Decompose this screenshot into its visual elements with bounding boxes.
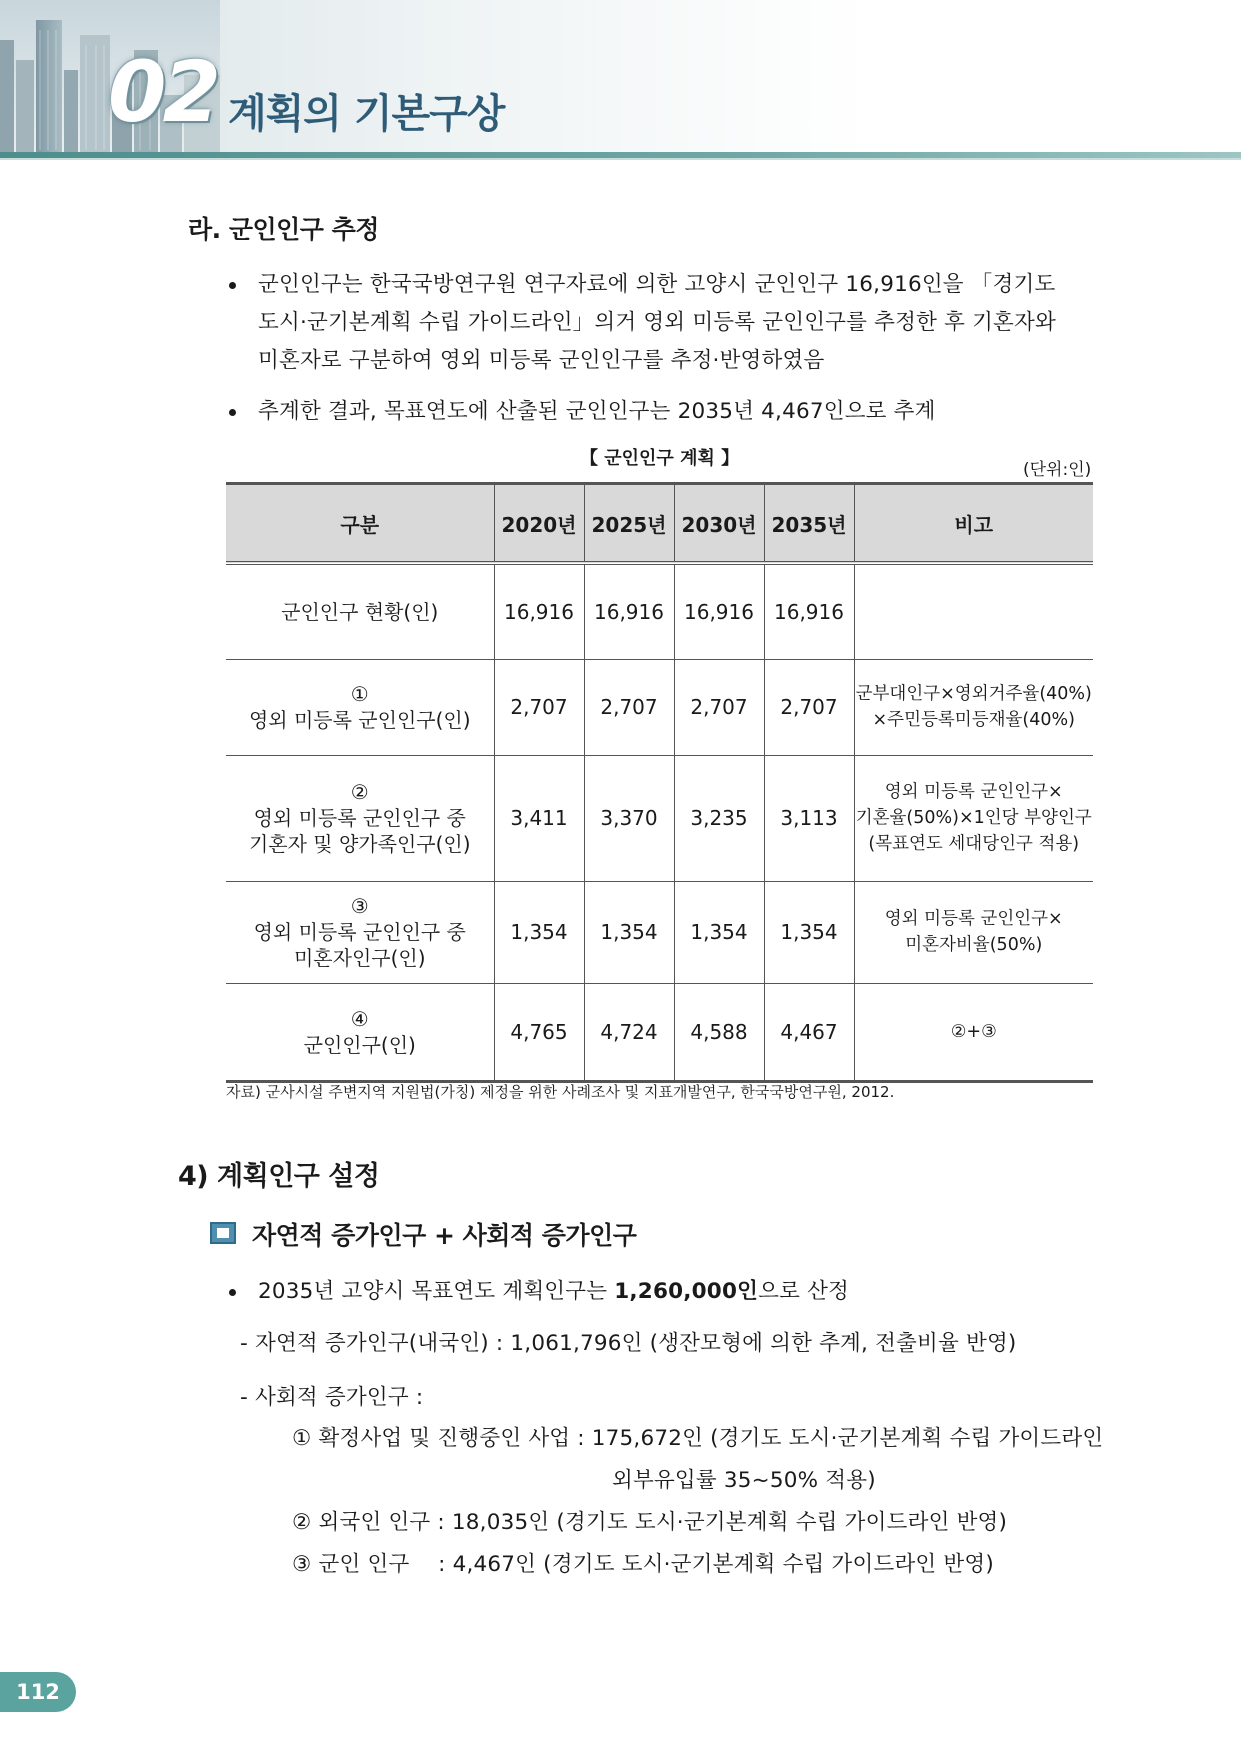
subsection-heading: 자연적 증가인구 + 사회적 증가인구 [252, 1221, 637, 1250]
row-marker: ① [350, 682, 369, 706]
column-header: 비고 [854, 484, 1093, 564]
bullet-dot [229, 409, 236, 416]
bullet-text: 으로 산정 [758, 1279, 850, 1304]
note-line: 군부대인구×영외거주율(40%) [855, 684, 1092, 704]
cell-value: 3,113 [764, 755, 854, 881]
row-label [226, 755, 494, 881]
dash-item-social: - 사회적 증가인구 : [240, 1385, 424, 1410]
row-label [226, 983, 494, 1081]
note-line: 미혼자비율(50%) [905, 935, 1043, 955]
row-label-line: 영외 미등록 군인인구 중 [253, 806, 466, 830]
bullet-text: 2035년 고양시 목표연도 계획인구는 [258, 1279, 615, 1304]
bullet-line: 미혼자로 구분하여 영외 미등록 군인인구를 추정·반영하였음 [258, 348, 825, 373]
cell-value: 2,707 [674, 659, 764, 755]
cell-note [854, 755, 1093, 881]
row-label-line: 군인인구(인) [303, 1032, 416, 1057]
note-line: 기혼율(50%)×1인당 부양인구 [855, 808, 1092, 828]
cell-value: 1,354 [494, 881, 584, 983]
row-label [226, 659, 494, 755]
row-label-line: 영외 미등록 군인인구(인) [248, 708, 471, 732]
table-caption: 【 군인인구 계획 】 [580, 448, 740, 469]
cell-value: 16,916 [584, 563, 674, 659]
table-row [226, 755, 1093, 881]
note-line: 영외 미등록 군인인구× [884, 782, 1063, 802]
page-number: 112 [0, 1672, 76, 1712]
table-header-row [226, 484, 1093, 564]
page-header [0, 0, 1241, 160]
row-label-line: 미혼자인구(인) [293, 946, 426, 970]
cell-value: 4,588 [674, 983, 764, 1081]
cell-value: 4,724 [584, 983, 674, 1081]
social-item-1-cont: 외부유입률 35~50% 적용) [612, 1468, 876, 1493]
bullet-line: 군인인구는 한국국방연구원 연구자료에 의한 고양시 군인인구 16,916인을 「경기도 [258, 272, 1056, 297]
bullet-line: 도시·군기본계획 수립 가이드라인」의거 영외 미등록 군인인구를 추정한 후 기혼자와 [258, 310, 1056, 335]
target-population-value: 1,260,000인 [614, 1279, 759, 1304]
square-bullet-icon [210, 1222, 236, 1244]
cell-note [854, 659, 1093, 755]
cell-value: 1,354 [674, 881, 764, 983]
column-header: 2035년 [764, 484, 854, 564]
column-header: 2020년 [494, 484, 584, 564]
dash-item-natural: - 자연적 증가인구(내국인) : 1,061,796인 (생잔모형에 의한 추계, 전출비율 반영) [240, 1331, 1017, 1356]
cell-value: 4,467 [764, 983, 854, 1081]
table-row [226, 881, 1093, 983]
row-label-line: 기혼자 및 양가족인구(인) [248, 832, 471, 856]
bullet-paragraph-3 [258, 1274, 849, 1305]
bullet-paragraph-1 [258, 266, 1098, 380]
cell-note [854, 983, 1093, 1081]
cell-value: 16,916 [494, 563, 584, 659]
cell-value: 16,916 [764, 563, 854, 659]
cell-value: 3,370 [584, 755, 674, 881]
note-line: ×주민등록미등재율(40%) [872, 710, 1075, 730]
bullet-paragraph-2: 추계한 결과, 목표연도에 산출된 군인인구는 2035년 4,467인으로 추계 [258, 399, 936, 424]
header-rule-thin [0, 158, 1241, 160]
cell-value: 1,354 [584, 881, 674, 983]
row-label [226, 881, 494, 983]
cell-value: 2,707 [764, 659, 854, 755]
table-row [226, 659, 1093, 755]
row-label-line: 군인인구 현황(인) [281, 599, 439, 624]
cell-value: 4,765 [494, 983, 584, 1081]
cell-note [854, 881, 1093, 983]
column-header: 2030년 [674, 484, 764, 564]
social-item-3: ③ 군인 인구 : 4,467인 (경기도 도시·군기본계획 수립 가이드라인 반영) [292, 1552, 994, 1577]
cell-value: 3,235 [674, 755, 764, 881]
social-item-2: ② 외국인 인구 : 18,035인 (경기도 도시·군기본계획 수립 가이드라인 반영) [292, 1510, 1008, 1535]
cell-note [854, 563, 1093, 659]
table-row [226, 563, 1093, 659]
column-header: 2025년 [584, 484, 674, 564]
cell-value: 2,707 [494, 659, 584, 755]
cell-value: 3,411 [494, 755, 584, 881]
military-population-table [226, 482, 1093, 1083]
note-line: 영외 미등록 군인인구× [884, 909, 1063, 929]
row-marker: ③ [350, 894, 369, 918]
note-line: ②+③ [950, 1021, 997, 1042]
chapter-number: 02 [108, 43, 217, 141]
row-label-line: 영외 미등록 군인인구 중 [253, 920, 466, 944]
note-line: (목표연도 세대당인구 적용) [868, 834, 1080, 854]
column-header: 구분 [226, 484, 494, 564]
section-heading-ra: 라. 군인인구 추정 [188, 215, 379, 244]
bullet-dot [229, 282, 236, 289]
table-source-note: 자료) 군사시설 주변지역 지원법(가칭) 제정을 위한 사례조사 및 지표개발연구, 한국국방연구원, 2012. [226, 1083, 895, 1101]
chapter-title: 계획의 기본구상 [228, 91, 505, 137]
bullet-dot [229, 1289, 236, 1296]
row-marker: ② [350, 780, 369, 804]
cell-value: 16,916 [674, 563, 764, 659]
social-item-1: ① 확정사업 및 진행중인 사업 : 175,672인 (경기도 도시·군기본계획 수립 가이드라인 [292, 1426, 1104, 1451]
row-label [226, 563, 494, 659]
cell-value: 2,707 [584, 659, 674, 755]
section-heading-4: 4) 계획인구 설정 [178, 1161, 380, 1192]
cell-value: 1,354 [764, 881, 854, 983]
row-marker: ④ [350, 1006, 369, 1031]
table-unit: (단위:인) [1023, 460, 1092, 480]
table-row [226, 983, 1093, 1081]
